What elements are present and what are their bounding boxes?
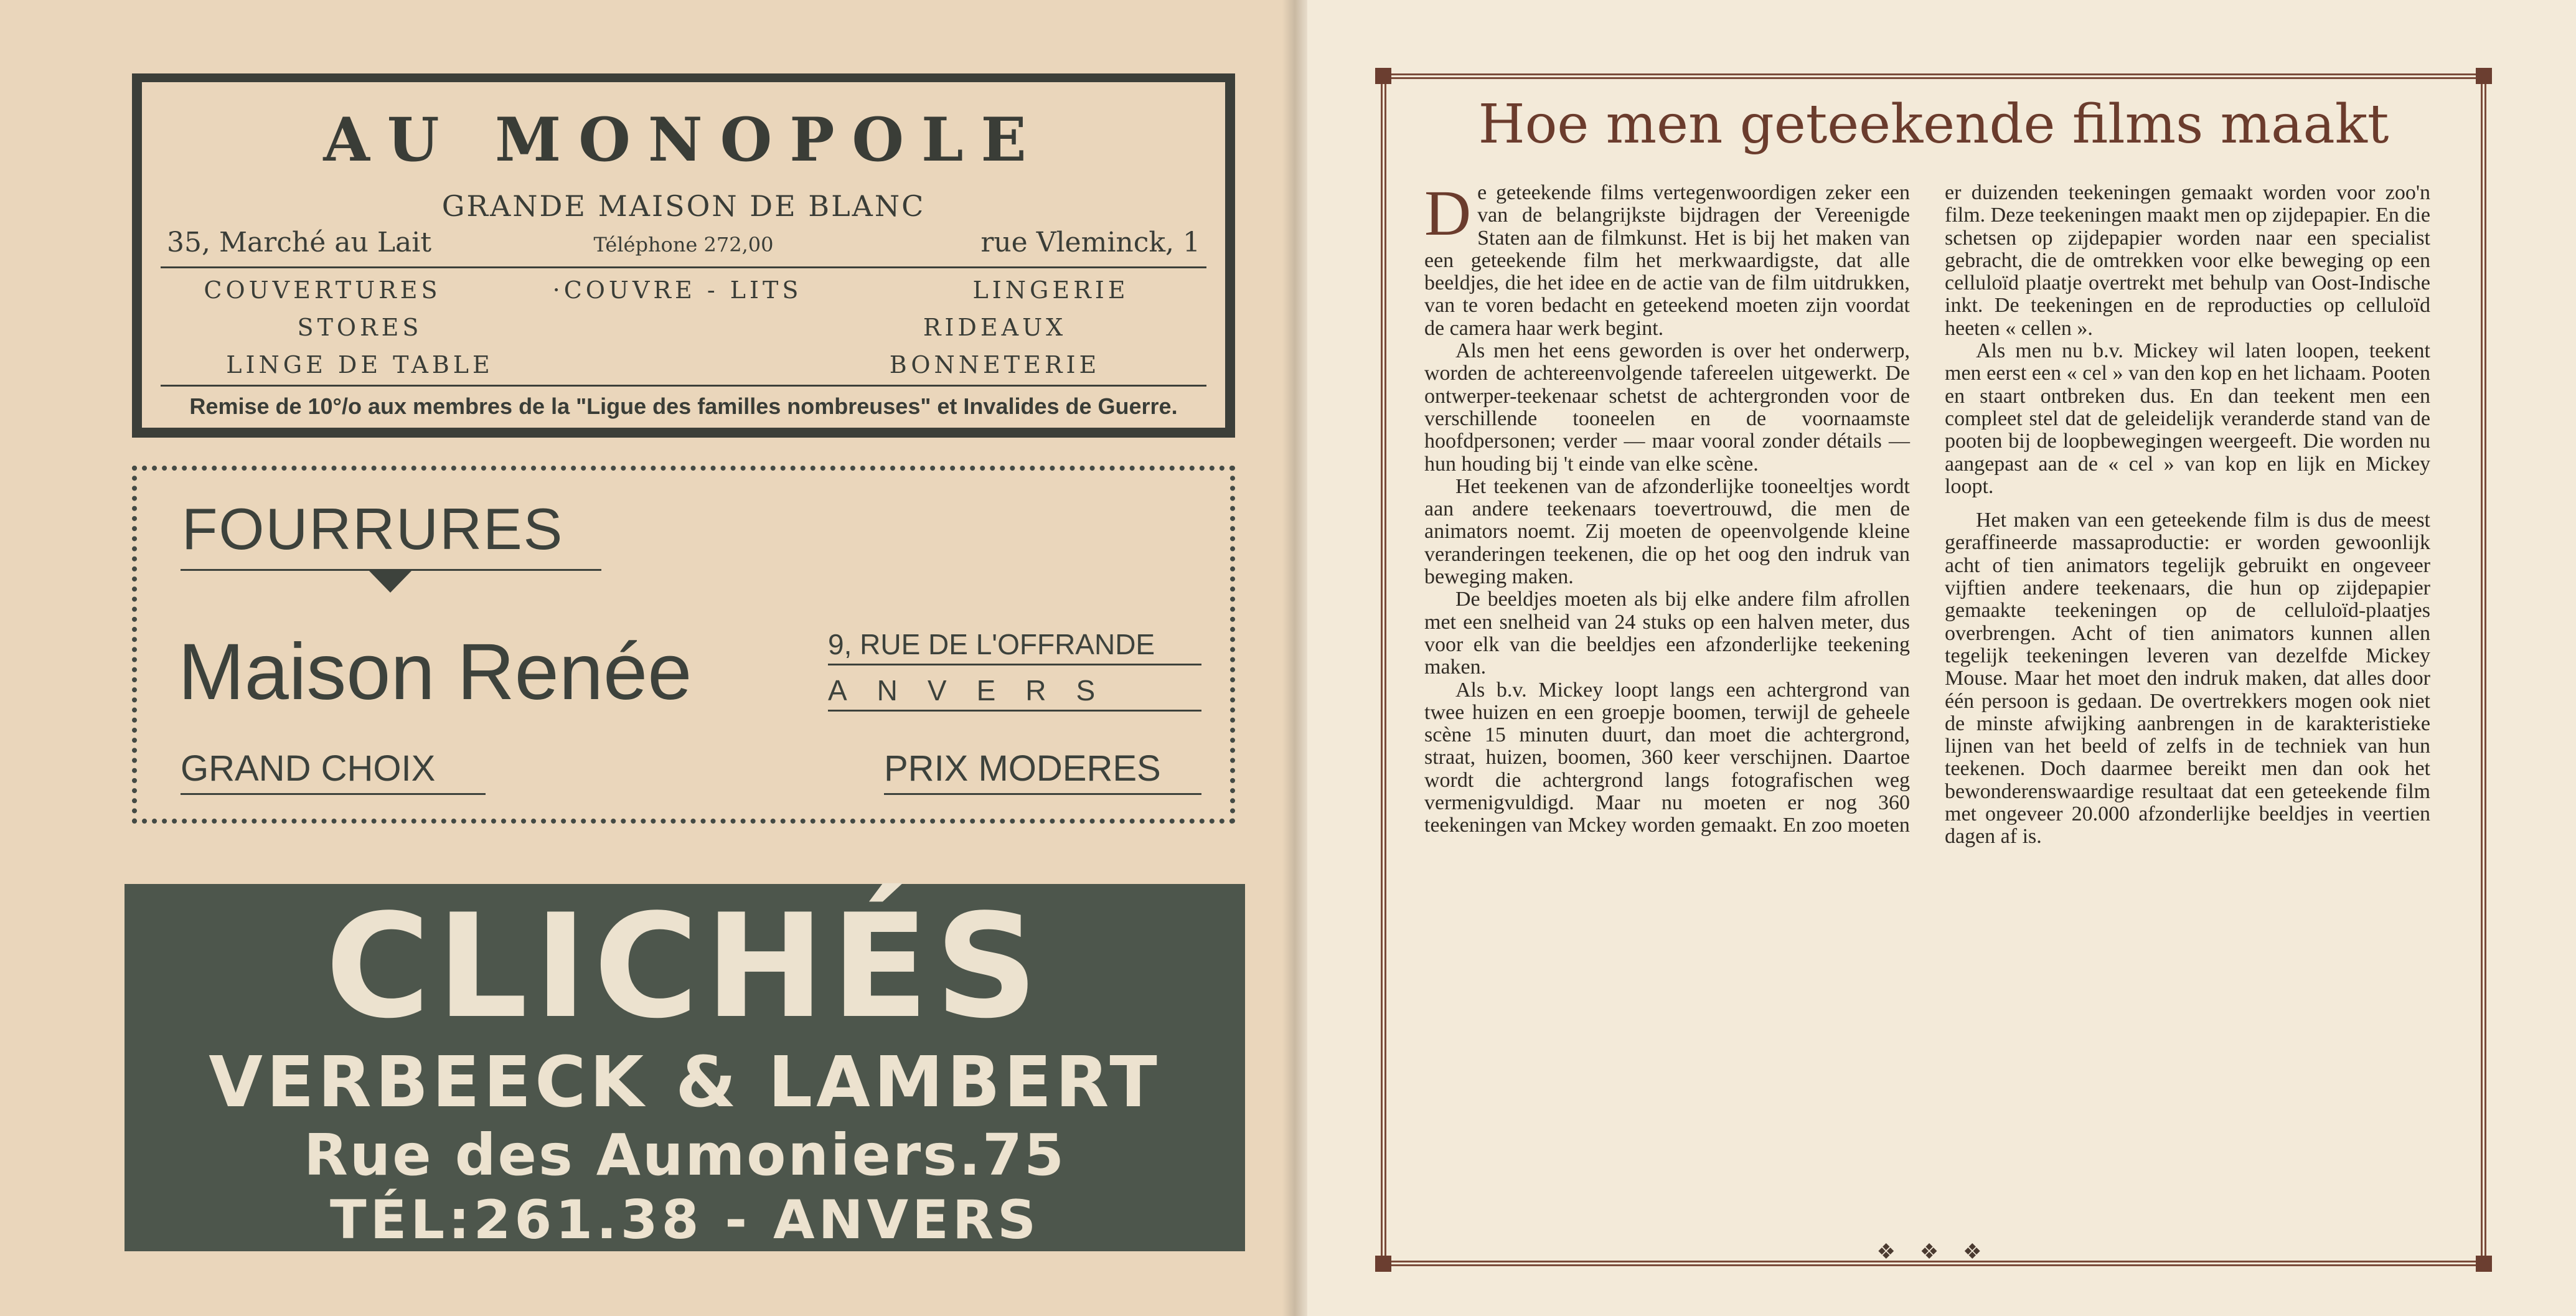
monopole-goods-item: ·COUVRE - LITS [552, 276, 802, 304]
corner-ornament [2476, 68, 2492, 84]
fourrures-city: ANVERS [828, 674, 1126, 707]
paragraph-text: e geteekende films vertegenwoordigen zeker een van de belangrijkste bijdragen der Vereenigde Staten aan de filmkunst. Het is bij het maken van een geteekende film het merkwaardigste, dat alle beeldjes, die het idee en de actie van de film uitdrukken, van te voren bedacht en geteekend moeten zijn voordat de camera haar werk begint. [1424, 181, 1910, 340]
monopole-phone: Téléphone 272,00 [593, 233, 774, 256]
monopole-goods-item: BONNETERIE [889, 351, 1101, 378]
street-underline [828, 664, 1201, 665]
prix-underline [884, 793, 1201, 795]
article-paragraph: Als men het eens geworden is over het onderwerp, worden de achtereenvolgende tafereelen uitgewerkt. De ontwerper-teekenaar schetst de achtergronden voor de verschillende tooneelen en de voornaamste hoofdpersonen; verder — maar vooral zonder détails — hun houding bij 't einde van elke scène. [1424, 339, 1910, 476]
city-underline [828, 710, 1201, 712]
maison-renee-name: Maison Renée [178, 627, 692, 717]
article-paragraph: Als b.v. Mickey loopt langs een achtergrond van twee huizen en een groepje boomen, terwijl de geheele scène 15 minuten duurt, dan moet die achtergrond, straat, huizen, boomen, 360 keer verschijnen. Daartoe wordt die achtergrond langs fotografischen weg vermenigvuldigd. Maar nu moeten er nog 360 teekeningen van Mckey worden gemaakt. En zoo moeten [1424, 678, 1910, 837]
advert-fourrures [132, 466, 1235, 824]
article-column-left [1424, 177, 1910, 837]
monopole-goods-item: RIDEAUX [923, 314, 1067, 341]
advert-cliches [125, 884, 1245, 1251]
monopole-goods-item: LINGE DE TABLE [226, 351, 494, 378]
article-paragraph: Het maken van een geteekende film is dus de meest geraffineerde massaproductie: er worden gewoonlijk acht of tien animators tegelijk gebruikt en ongeveer vijftien andere teekenaars, die hun op zijdepapier gemaakte teekeningen op de celluloïd-plaatjes overbrengen. Acht of tien animators kunnen allen tegelijk teekeningen leveren van dezelfde Mickey Mouse. Maar het moet den indruk maken, dat alles door één persoon is gedaan. De overtrekkers mogen ook niet de minste afwijking aanbrengen in de karakteristieke lijnen van het beeld of zelfs in de techniek van hun teekenen. Doch daarmee bereikt men dan ook het bewonderenswaardige resultaat dat een geteekende film met ongeveer 20.000 afzonderlijke beeldjes in veertien dagen af is. [1945, 509, 2430, 848]
monopole-goods-item: COUVERTURES [204, 276, 441, 304]
monopole-rule-bottom [161, 385, 1206, 387]
article-paragraph: Als men nu b.v. Mickey wil laten loopen, teekent men eerst een « cel » van den kop en het lichaam. Pooten en staart ontbreken dus. En dan teekent men een compleet stel dat de geleidelijk veranderde stand van de pooten bij de loopbewegingen weergeeft. Die worden nu aangepast aan de « cel » van kop en lijk en Mickey loopt. [1945, 339, 2430, 498]
advert-au-monopole [132, 73, 1235, 438]
triangle-down-icon [369, 570, 412, 593]
drop-cap: D [1424, 177, 1472, 249]
article-title: Hoe men geteekende films maakt [1478, 93, 2389, 156]
grand-choix: GRAND CHOIX [181, 748, 436, 789]
grand-choix-underline [181, 793, 486, 795]
monopole-address-right: rue Vleminck, 1 [980, 227, 1200, 258]
monopole-address-left: 35, Marché au Lait [167, 227, 432, 258]
monopole-subtitle: GRANDE MAISON DE BLANC [441, 189, 926, 223]
monopole-remise: Remise de 10°/o aux membres de la "Ligue des familles nombreuses" et Invalides de Guerre. [189, 393, 1178, 419]
page-gutter [1282, 0, 1307, 1316]
cliches-street: Rue des Aumoniers.75 [303, 1122, 1066, 1188]
fourrures-street: 9, RUE DE L'OFFRANDE [828, 628, 1155, 660]
monopole-goods-item: STORES [297, 314, 423, 341]
article-paragraph [1424, 177, 1910, 340]
monopole-rule-top [161, 266, 1206, 268]
corner-ornament [1375, 68, 1391, 84]
article-paragraph: Het teekenen van de afzonderlijke tooneeltjes wordt aan andere teekenaars toevertrouwd, die men de animators noemt. Zij moeten de opeenvolgende kleine veranderingen teekenen, die op het oog den indruk van beweging maken. [1424, 474, 1910, 589]
cliches-firm: VERBEECK & LAMBERT [209, 1042, 1161, 1123]
cliches-telephone: TÉL:261.38 - ANVERS [329, 1189, 1040, 1251]
fourrures-heading: FOURRURES [182, 496, 564, 562]
article-paragraph: er duizenden teekeningen gemaakt worden voor zoo'n film. Deze teekeningen maakt men op zijdepapier. En die schetsen op zijdepapier worden naar een specialist gebracht, die de omtrekken voor elke beweging op een celluloïd plaatje overtrekt met behulp van Oost-Indische inkt. De teekeningen en de reproducties op celluloïd heeten « cellen ». [1945, 181, 2430, 340]
prix-moderes: PRIX MODERES [884, 748, 1161, 789]
article-paragraph: De beeldjes moeten als bij elke andere film afrollen met een snelheid van 24 stuks op een halven meter, dus voor elk van die beeldjes een afzonderlijke teekening maken. [1424, 588, 1910, 679]
article-column-right [1945, 182, 2430, 848]
monopole-goods-item: LINGERIE [972, 276, 1129, 304]
ornament-footer: ❖ ❖ ❖ [1876, 1239, 1991, 1264]
cliches-title: CLICHÉS [325, 884, 1045, 1050]
monopole-title: AU MONOPOLE [323, 105, 1044, 175]
